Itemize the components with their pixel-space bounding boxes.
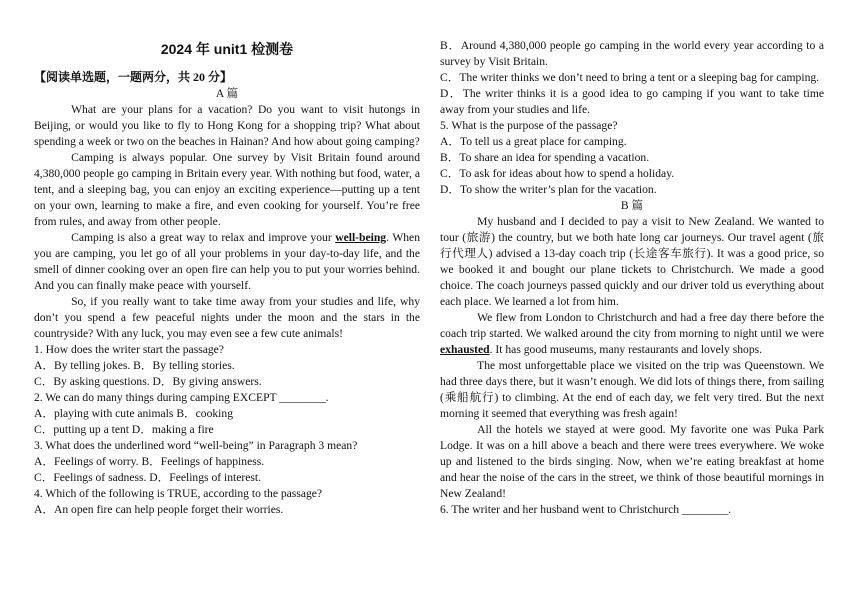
question-line: 3. What does the underlined word “well-being” in Paragraph 3 mean? <box>34 439 358 452</box>
question-line: 4. Which of the following is TRUE, according to the passage? <box>34 487 323 500</box>
question-line: 5. What is the purpose of the passage? <box>440 119 618 132</box>
exam-title: 2024 年 unit1 检测卷 <box>160 41 294 57</box>
paragraph-text: We flew from London to Christchurch and had a free day there before the coach trip started. We walked around the city from morning to night until we were <box>440 311 824 340</box>
question-option: B．To share an idea for spending a vacation. <box>440 151 650 164</box>
question-option: C．By asking questions. D．By giving answers. <box>34 375 262 388</box>
question-line: 2. We can do many things during camping EXCEPT ________. <box>34 391 329 404</box>
question-line: 1. How does the writer start the passage? <box>34 343 224 356</box>
question-option: B．Around 4,380,000 people go camping in the world every year according to a survey by Visit Britain. <box>440 39 824 68</box>
passage-a-paragraph-2: Camping is always popular. One survey by Visit Britain found around 4,380,000 people go camping in Britain every year. With nothing but food, water, a tent, and a sleeping bag, you can enjoy an exciting experience—putting up a tent on your own, learning to make a fire, and even cooking for yourself. You’re free from rules, and away from other people. <box>34 151 420 228</box>
passage-b-paragraph-1: My husband and I decided to pay a visit to New Zealand. We wanted to tour (旅游) the country, but we both hate long car journeys. Our travel agent (旅行代理人) advised a 13-day coach trip (长途客车旅行). It was a good price, so we booked it and bought our plane tickets to Christchurch. We made a good choice. The coach journeys passed quickly and our driver told us everything about each place. We learned a lot from him. <box>440 215 824 308</box>
question-option: C．putting up a tent D．making a fire <box>34 423 214 436</box>
question-option: C．To ask for ideas about how to spend a holiday. <box>440 167 675 180</box>
question-option: A．By telling jokes. B．By telling stories. <box>34 359 235 372</box>
paragraph-text: Camping is also a great way to relax and improve your <box>71 231 336 244</box>
underlined-word: well-being <box>335 231 387 244</box>
question-option: D．The writer thinks it is a good idea to go camping if you want to take time away from your studies and life. <box>440 87 824 116</box>
passage-b-paragraph-4: All the hotels we stayed at were good. My favorite one was Puka Park Lodge. It was on a hill above a beach and there were trees everywhere. We woke up and listened to the birds singing. Now, when we’re eating breakfast at home and hear the noise of the cars in the street, we think of those beautiful mornings in New Zealand! <box>440 423 824 500</box>
passage-b-paragraph-2 <box>440 310 824 358</box>
section-a-heading: A 篇 <box>215 87 239 100</box>
passage-a-paragraph-3 <box>34 230 420 294</box>
paragraph-text: . It has good museums, many restaurants and lovely shops. <box>489 343 763 356</box>
passage-a-paragraph-4: So, if you really want to take time away from your studies and life, why don’t you spend a few peaceful nights under the moon and the stars in the countryside? With any luck, you may even see a few cute animals! <box>34 295 420 340</box>
question-option: D．To show the writer’s plan for the vacation. <box>440 183 657 196</box>
question-option: A．playing with cute animals B．cooking <box>34 407 233 420</box>
left-column <box>34 86 420 518</box>
section-b-heading: B 篇 <box>620 199 644 212</box>
question-option: A．To tell us a great place for camping. <box>440 135 627 148</box>
paragraph-text: . When you are camping, you let go of all your problems in your day-to-day life, and the smell of dinner cooking over an open fire can help you to put your worries behind. And you can finally make peace with yourself. <box>34 231 421 292</box>
underlined-word: exhausted <box>440 343 490 356</box>
question-option: A．An open fire can help people forget their worries. <box>34 503 284 516</box>
passage-a-paragraph-1: What are your plans for a vacation? Do you want to visit hutongs in Beijing, or would you like to fly to Hong Kong for a shopping trip? What about spending a week or two on the beaches in Hainan? And how about going camping? <box>34 103 420 148</box>
question-option: C．The writer thinks we don’t need to bring a tent or a sleeping bag for camping. <box>440 71 820 84</box>
question-option: A．Feelings of worry. B．Feelings of happiness. <box>34 455 265 468</box>
passage-b-paragraph-3: The most unforgettable place we visited on the trip was Queenstown. We had three days there, but it wasn’t enough. We did lots of things there, from sailing (乘船航行) to climbing. At the end of each day, we felt very tired. But the next morning it seemed that everything was fresh again! <box>440 359 824 420</box>
right-column <box>440 38 824 518</box>
question-option: C．Feelings of sadness. D．Feelings of interest. <box>34 471 262 484</box>
question-line: 6. The writer and her husband went to Christchurch ________. <box>440 503 732 516</box>
section-instruction: 【阅读单选题，一题两分，共 20 分】 <box>34 70 233 84</box>
